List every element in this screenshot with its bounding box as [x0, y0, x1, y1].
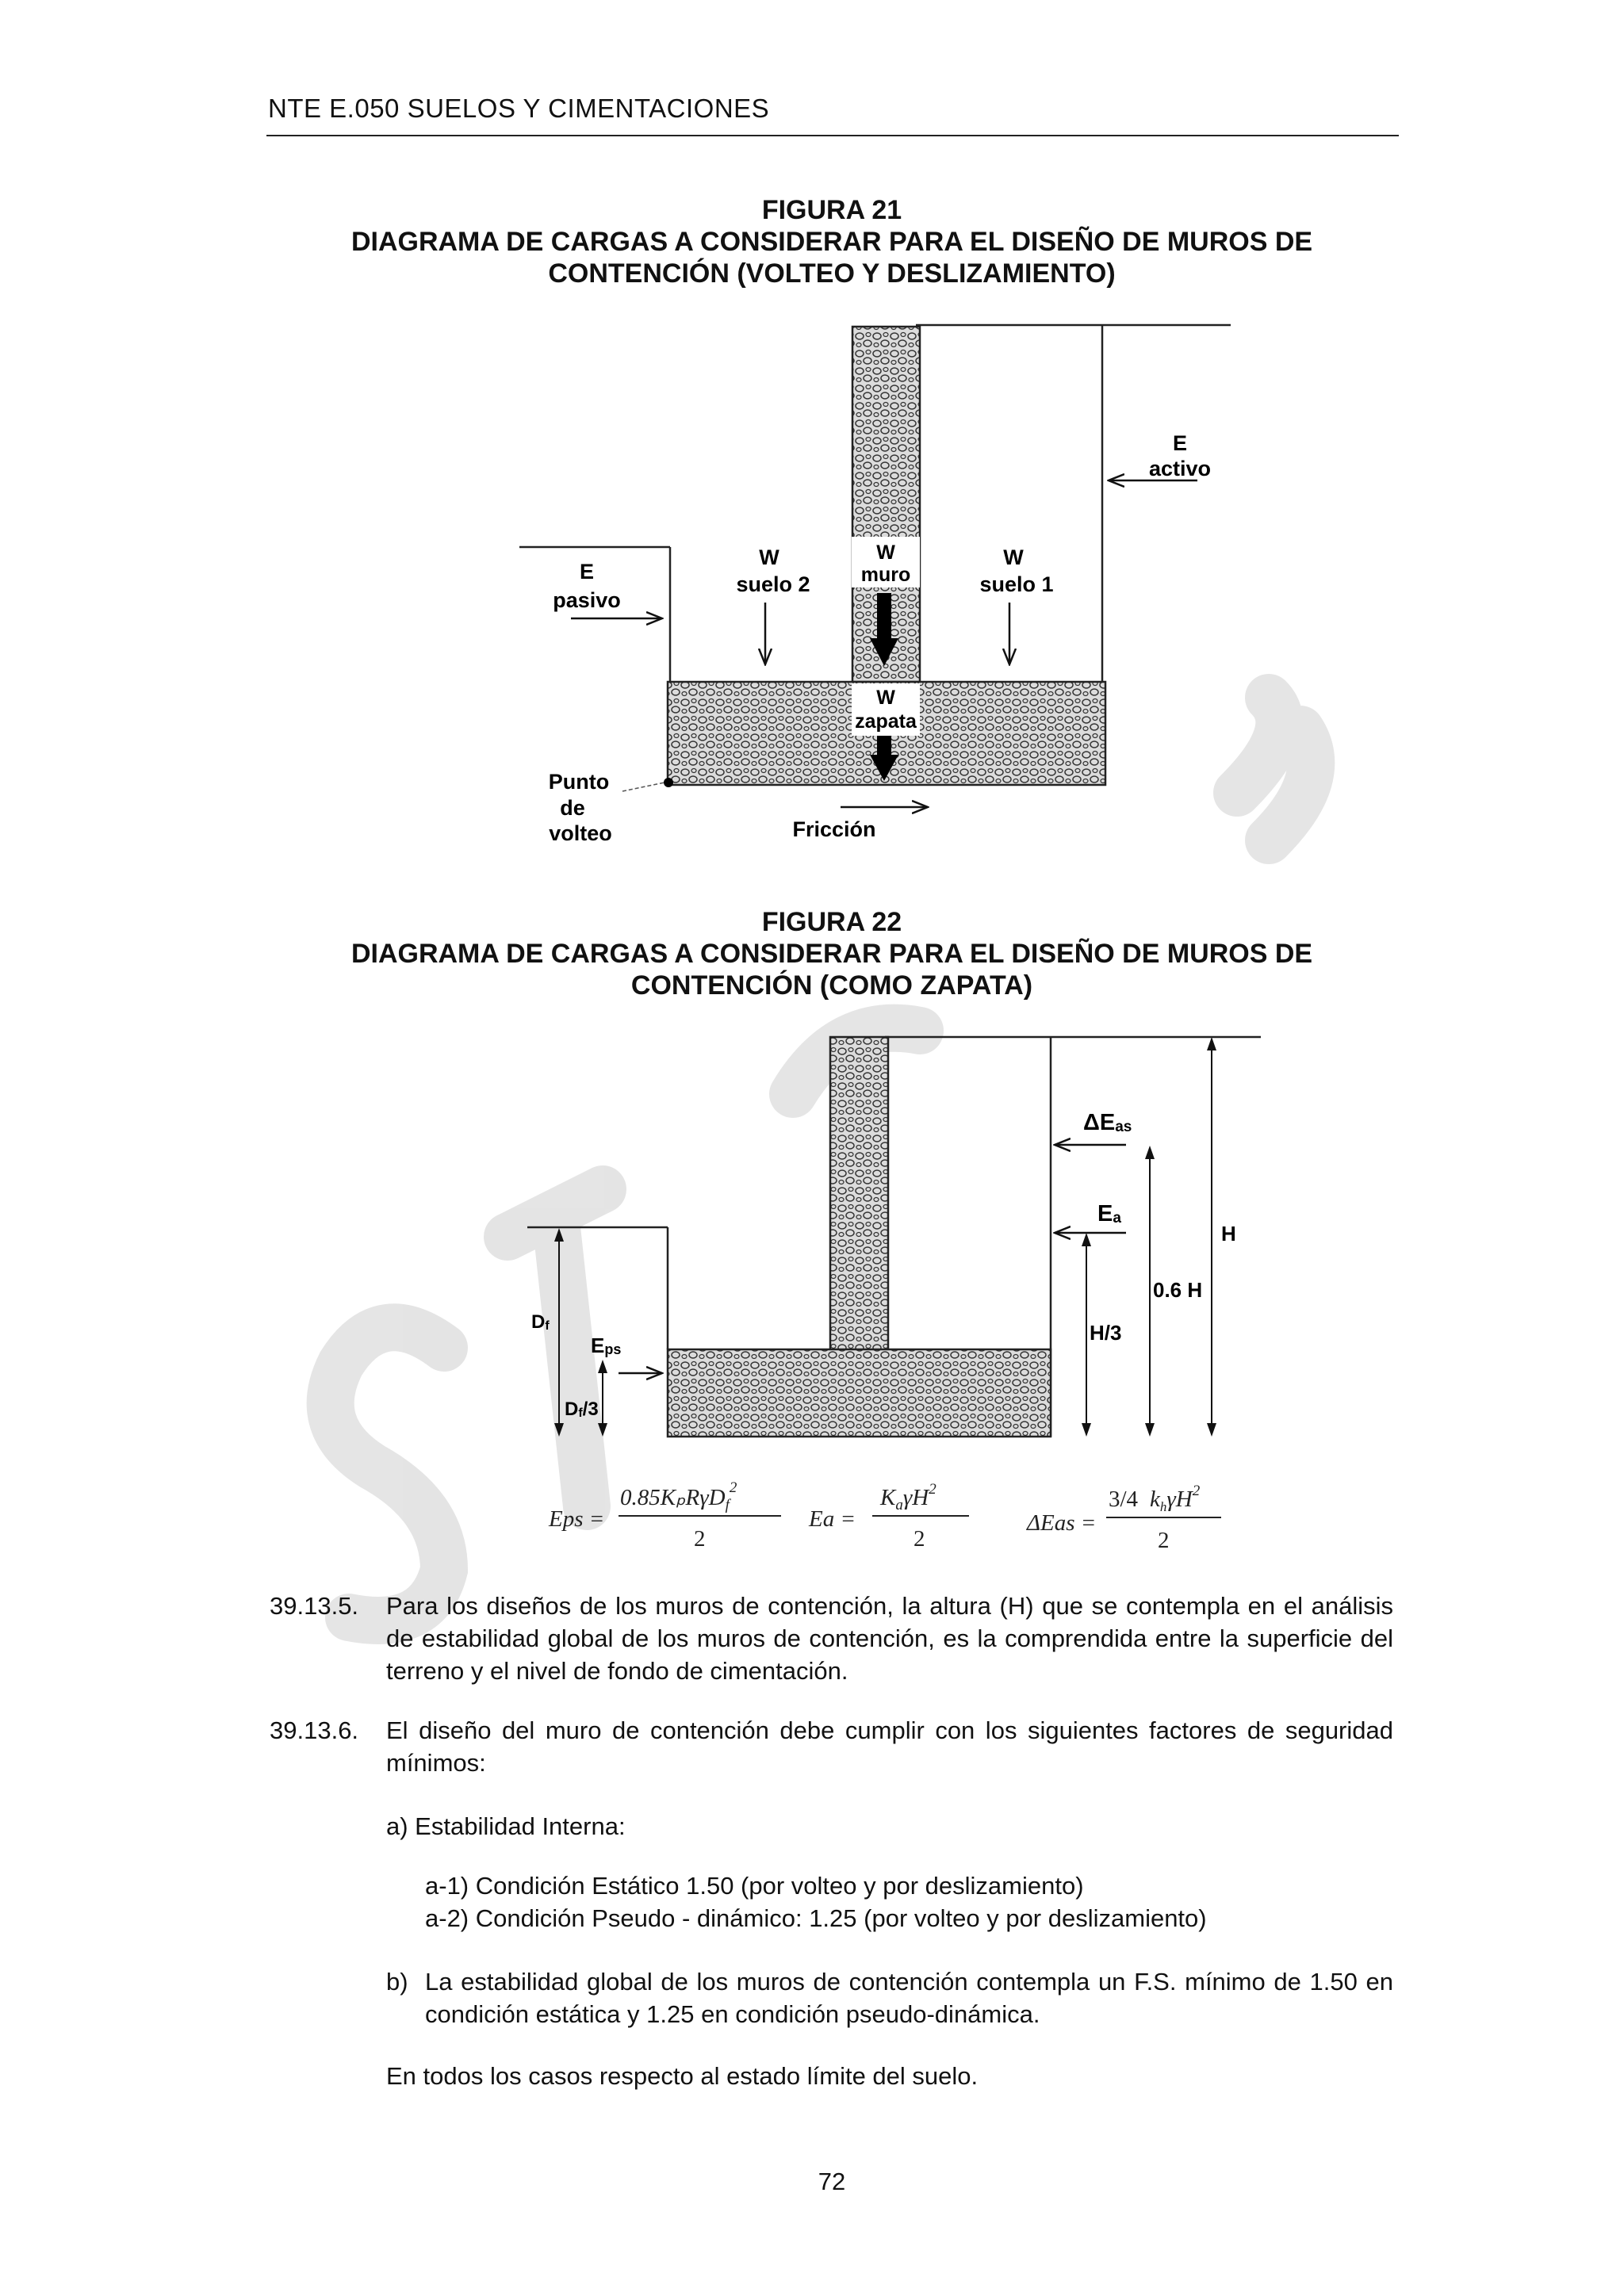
section-39-13-6-text: El diseño del muro de contención debe cumplir con los siguientes factores de seguridad mínimos:: [386, 1716, 1393, 1777]
w-suelo2-label-1: W: [759, 545, 779, 569]
punto-volteo-label-1: Punto: [548, 770, 610, 794]
ea-label: Ea: [1097, 1201, 1121, 1226]
formula-ea-lhs: Ea =: [809, 1506, 856, 1532]
figure-21-title-line1: DIAGRAMA DE CARGAS A CONSIDERAR PARA EL DISEÑO DE MUROS DE: [350, 227, 1313, 257]
item-b-label: b): [386, 1968, 408, 1996]
h-06-label: 0.6 H: [1153, 1278, 1203, 1302]
section-39-13-6-number: 39.13.6.: [270, 1716, 359, 1744]
e-activo-label-2: activo: [1148, 457, 1212, 480]
figure-22-title-line1: DIAGRAMA DE CARGAS A CONSIDERAR PARA EL DISEÑO DE MUROS DE: [350, 939, 1313, 969]
page-number: 72: [818, 2168, 846, 2195]
closing-text: En todos los casos respecto al estado límite del suelo.: [386, 2062, 979, 2090]
w-muro-label-2: muro: [860, 564, 911, 586]
section-39-13-5-number: 39.13.5.: [270, 1592, 359, 1620]
item-a1: a-1) Condición Estático 1.50 (por volteo y por deslizamiento): [425, 1872, 1084, 1900]
figure-21-diagram: [519, 325, 1231, 845]
h-label: H: [1221, 1222, 1236, 1246]
formula-eps-num: 0.85KₚRγD$_f^2$: [620, 1479, 737, 1513]
w-muro-label-1: W: [876, 541, 895, 564]
wall-stem-22: [830, 1037, 888, 1351]
punto-volteo-label-3: volteo: [549, 821, 612, 845]
w-suelo1-label-1: W: [1003, 545, 1024, 569]
friccion-label: Fricción: [792, 817, 876, 841]
item-b-text: La estabilidad global de los muros de contención contempla un F.S. mínimo de 1.50 en condición estática y 1.25 en condición pseudo-dinámica.: [425, 1968, 1393, 2028]
formula-deas-lhs: ΔEas =: [1027, 1510, 1097, 1536]
e-pasivo-label-2: pasivo: [553, 588, 621, 612]
h-3-label: H/3: [1090, 1321, 1122, 1345]
figure-22-title: [0, 906, 1624, 1001]
figure-22-title-line2: CONTENCIÓN (COMO ZAPATA): [630, 970, 1033, 1001]
formula-eps-den: 2: [694, 1526, 706, 1552]
e-pasivo-label-1: E: [579, 560, 595, 584]
formula-ea-num: $K_a\gamma H^2$: [880, 1481, 936, 1513]
formula-deas-num: $k_h\gamma H^2$: [1150, 1483, 1201, 1514]
delta-eas-label: ΔEas: [1083, 1110, 1132, 1135]
e-activo-label-1: E: [1172, 431, 1188, 455]
formula-eps-lhs: Eps =: [549, 1506, 605, 1532]
formula-deas-frac: 3/4: [1109, 1487, 1139, 1512]
w-zapata-label-2: zapata: [855, 710, 917, 733]
w-suelo1-label-2: suelo 1: [979, 572, 1054, 596]
df-label: Df: [531, 1311, 550, 1333]
formula-deas-den: 2: [1158, 1528, 1170, 1553]
formulas: [548, 1479, 1221, 1553]
df3-label: Df/3: [565, 1399, 599, 1420]
figure-22-diagram: [527, 1037, 1261, 1553]
wall-footing-22: [668, 1349, 1051, 1437]
w-suelo2-label-2: suelo 2: [736, 572, 810, 596]
w-zapata-label-1: W: [876, 687, 895, 709]
section-39-13-5-text: Para los diseños de los muros de contención, la altura (H) que se contempla en el análisis de estabilidad global de los muros de contención, es la comprendida entre la superficie del terreno y el nivel de fondo de cimentación.: [386, 1592, 1393, 1685]
eps-label: Eps: [591, 1334, 622, 1357]
formula-ea-den: 2: [914, 1526, 925, 1552]
figure-21-number: FIGURA 21: [761, 195, 902, 225]
punto-volteo-label-2: de: [560, 796, 585, 820]
document-header: NTE E.050 SUELOS Y CIMENTACIONES: [268, 94, 770, 123]
overturning-point: [664, 778, 673, 787]
item-a2: a-2) Condición Pseudo - dinámico: 1.25 (por volteo y por deslizamiento): [425, 1904, 1207, 1932]
figure-22-number: FIGURA 22: [761, 907, 902, 937]
item-a: a) Estabilidad Interna:: [386, 1812, 626, 1840]
figure-21-title-line2: CONTENCIÓN (VOLTEO Y DESLIZAMIENTO): [548, 258, 1116, 289]
